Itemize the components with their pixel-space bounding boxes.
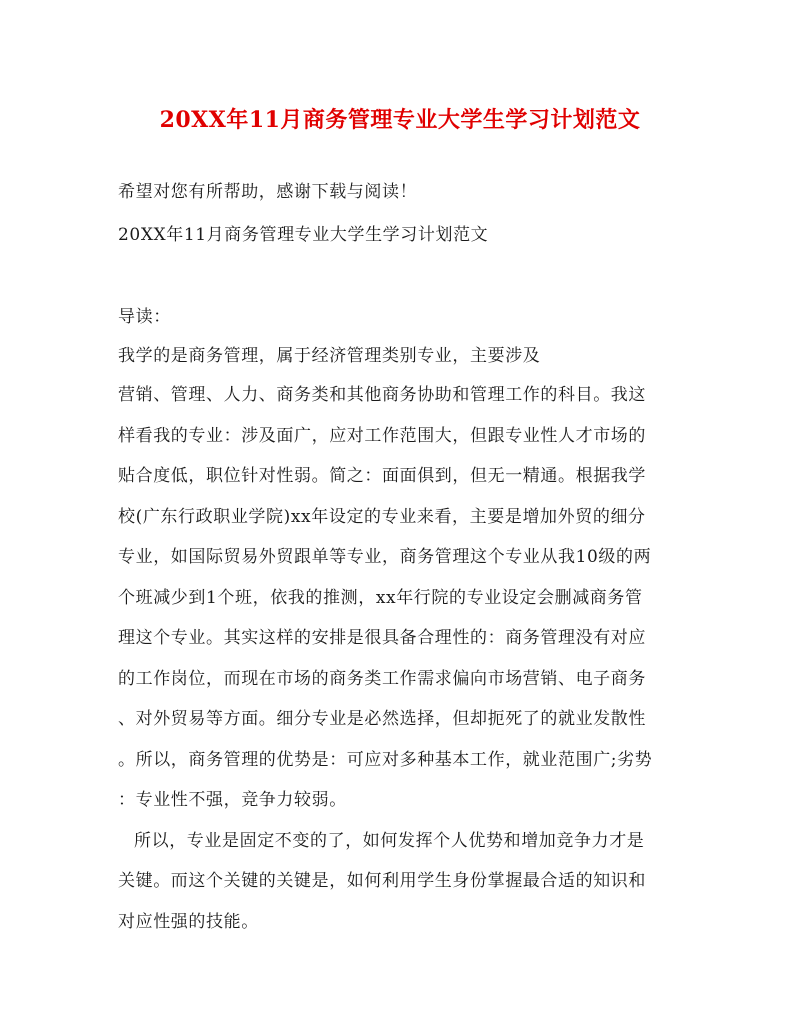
body-line: 营销、管理、人力、商务类和其他商务协助和管理工作的科目。我这 — [118, 385, 646, 405]
body-line: ：专业性不强，竞争力较弱。 — [118, 790, 347, 810]
document-title: 20XX年11月商务管理专业大学生学习计划范文 — [159, 107, 641, 133]
body-line: 对应性强的技能。 — [118, 912, 259, 932]
body-line: 个班减少到1个班，依我的推测，xx年行院的专业设定会删减商务管 — [118, 588, 643, 608]
body-line: 贴合度低，职位针对性弱。简之：面面俱到，但无一精通。根据我学 — [118, 466, 646, 486]
body-line: 、对外贸易等方面。细分专业是必然选择，但却扼死了的就业发散性 — [118, 709, 646, 729]
body-line: 所以，专业是固定不变的了，如何发挥个人优势和增加竞争力才是 — [134, 831, 645, 851]
intro-thanks-line: 希望对您有所帮助，感谢下载与阅读！ — [118, 182, 418, 202]
subtitle-line: 20XX年11月商务管理专业大学生学习计划范文 — [118, 225, 489, 245]
body-line: 关键。而这个关键的关键是，如何利用学生身份掌握最合适的知识和 — [118, 871, 646, 891]
body-line: 样看我的专业：涉及面广，应对工作范围大，但跟专业性人才市场的 — [118, 426, 646, 446]
body-line: 我学的是商务管理，属于经济管理类别专业，主要涉及 — [118, 346, 541, 366]
guide-heading: 导读： — [118, 307, 171, 327]
body-line: 。所以，商务管理的优势是：可应对多种基本工作，就业范围广;劣势 — [118, 750, 653, 770]
body-line: 理这个专业。其实这样的安排是很具备合理性的：商务管理没有对应 — [118, 628, 646, 648]
body-line: 的工作岗位，而现在市场的商务类工作需求偏向市场营销、电子商务 — [118, 669, 646, 689]
body-line: 校(广东行政职业学院)xx年设定的专业来看，主要是增加外贸的细分 — [118, 507, 646, 527]
body-line: 专业，如国际贸易外贸跟单等专业，商务管理这个专业从我10级的两 — [118, 547, 652, 567]
